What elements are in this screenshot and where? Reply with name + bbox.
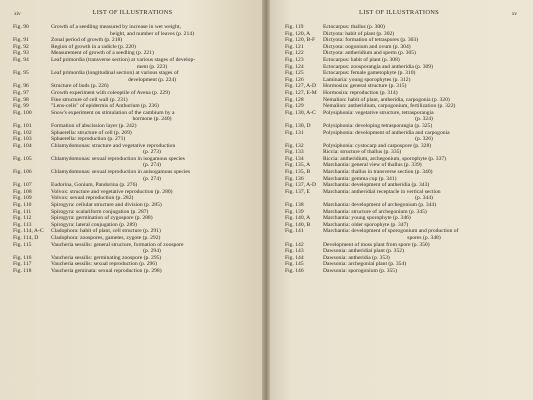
figure-number: Fig. 100 [13, 109, 32, 116]
caption-text: Riccia: structure of thallus (p. 335) [323, 149, 402, 156]
caption-text: Leaf primordia (transverse section) at various stages of develop- [51, 56, 196, 63]
caption-text: Marchantia: gemma cup (p. 341) [323, 175, 397, 182]
figure-number: Fig. 140, A [285, 215, 311, 222]
figure-caption [323, 268, 525, 275]
illustration-entry [13, 24, 253, 37]
figure-number: Fig. 109 [13, 195, 32, 202]
illustration-entry [285, 228, 525, 241]
figure-number: Fig. 123 [285, 56, 304, 63]
figure-caption [51, 103, 253, 110]
caption-text: Marchantia: development of antheridia (p. 343) [323, 182, 430, 189]
figure-number: Fig. 119 [285, 24, 304, 30]
caption-text: Nemalion: antheridium, carpogonium, fertilization (p. 322) [323, 103, 456, 110]
figure-number: Fig. 90 [13, 24, 29, 30]
illustration-entry [285, 202, 525, 209]
figure-number: Fig. 132 [285, 142, 304, 149]
illustration-entry [285, 261, 525, 268]
caption-text: Marchantia: development of sporogonium and production of [323, 228, 459, 235]
figure-number: Fig. 103 [13, 136, 32, 143]
figure-caption [323, 24, 525, 31]
caption-text: Dictyota: antheridium and sperm (p. 305) [323, 50, 416, 57]
caption-text: Spirogyra: germination of zygospore (p. 288) [51, 215, 153, 222]
figure-number: Fig. 94 [13, 56, 29, 63]
caption-text: Vaucheria geminata: sexual reproduction (p. 298) [51, 267, 162, 274]
illustration-entry [13, 268, 253, 275]
caption-text: Ectocarpus: female gametophyte (p. 310) [323, 70, 416, 77]
figure-caption [323, 50, 525, 57]
illustration-entry [13, 136, 253, 143]
caption-text: Volvox: structure and vegetative reproduction (p. 280) [51, 188, 173, 195]
caption-text: Polysiphonia: cystocarp and carpospore (p. 328) [323, 142, 432, 149]
caption-text: "Lens-cells" of epidermis of Anthurium (p. 236) [51, 103, 159, 110]
figure-caption [51, 143, 253, 156]
illustration-entry [285, 123, 525, 130]
figure-caption [323, 261, 525, 268]
figure-number: Fig. 133 [285, 149, 304, 156]
caption-text: Spirogyra: scalariform conjugation (p. 287) [51, 208, 149, 215]
illustration-entry [285, 143, 525, 150]
caption-continuation: (p. 294) [143, 248, 161, 255]
caption-text: Marchantia: development of archegonium (p. 344) [323, 202, 437, 209]
figure-caption [51, 90, 253, 97]
figure-caption [323, 189, 525, 202]
figure-number: Fig. 146 [285, 267, 304, 274]
figure-number: Fig. 128 [285, 96, 304, 103]
figure-number: Fig. 93 [13, 50, 29, 57]
figure-number: Fig. 110 [13, 202, 32, 209]
illustration-entry [13, 189, 253, 196]
caption-text: Snow's experiment on stimulation of the cambium by a [51, 109, 175, 116]
caption-text: Marchantia: structure of archegonium (p. 345) [323, 208, 427, 215]
caption-continuation: (p. 274) [143, 175, 161, 182]
caption-text: Dawsonia: antheridia (p. 353) [323, 254, 390, 261]
figure-caption [323, 182, 525, 189]
caption-text: Sphaerella: structure of cell (p. 269) [51, 129, 132, 136]
caption-text: Marchantia: young sporophyte (p. 346) [323, 215, 411, 222]
caption-text: Nemalion: habit of plant, antheridia, carpogonia (p. 320) [323, 96, 450, 103]
figure-caption [51, 202, 253, 209]
illustration-entry [13, 215, 253, 222]
figure-number: Fig. 102 [13, 129, 32, 136]
left-page [0, 0, 265, 400]
illustration-entry [13, 37, 253, 44]
illustration-entry [285, 189, 525, 202]
figure-number: Fig. 130, D [285, 122, 311, 129]
caption-continuation: (p. 273) [143, 149, 161, 156]
figure-number: Fig. 104 [13, 142, 32, 149]
illustration-entry [13, 242, 253, 255]
figure-caption [51, 156, 253, 169]
caption-continuation: (p. 326) [415, 136, 433, 143]
right-page [265, 0, 533, 400]
figure-number: Fig. 135, A [285, 162, 311, 169]
caption-text: Marchantia: general view of thallus (p. 339) [323, 162, 422, 169]
figure-number: Fig. 120, A [285, 30, 311, 37]
illustration-entry [13, 228, 253, 235]
figure-caption [323, 228, 525, 241]
caption-continuation: (p. 274) [143, 162, 161, 169]
figure-number: Fig. 145 [285, 261, 304, 268]
figure-caption [51, 123, 253, 130]
figure-number: Fig. 130, A-C [285, 109, 316, 116]
caption-text: Chlamydomonas: structure and vegetative reproduction [51, 142, 176, 149]
caption-text: Cladophora: zoospores, gametes, zygote (p. 292) [51, 235, 161, 241]
figure-caption [323, 90, 525, 97]
figure-number: Fig. 117 [13, 261, 32, 268]
caption-text: Cladophora: habit of plant, cell structure (p. 291) [51, 228, 161, 235]
figure-number: Fig. 92 [13, 43, 29, 50]
illustration-list [13, 24, 253, 275]
figure-number: Fig. 98 [13, 96, 29, 103]
illustration-entry [285, 90, 525, 97]
caption-text: Dictyota: oogonium and ovum (p. 304) [323, 43, 411, 50]
figure-caption [51, 242, 253, 255]
caption-text: Eudorina, Gonium, Pandorina (p. 276) [51, 182, 138, 189]
caption-text: Leaf primordia (longitudinal section) at various stages of [51, 70, 179, 77]
caption-text: Vaucheria sessilis: germinating zoospore (p. 295) [51, 254, 162, 261]
figure-number: Fig. 108 [13, 188, 32, 195]
caption-text: Formation of abscission layer (p. 242) [51, 122, 137, 129]
running-head: LIST OF ILLUSTRATIONS [92, 9, 173, 16]
figure-number: Fig. 143 [285, 248, 304, 255]
caption-text: Development of moss plant from spore (p. 350) [323, 241, 430, 248]
caption-text: Volvox: sexual reproduction (p. 282) [51, 195, 134, 202]
illustration-entry [285, 248, 525, 255]
figure-caption [51, 261, 253, 268]
figure-caption [51, 235, 253, 242]
caption-text: Zonal period of growth (p. 218) [51, 37, 123, 44]
illustration-entry [285, 242, 525, 249]
figure-number: Fig. 136 [285, 175, 304, 182]
caption-text: Growth experiment with coleoptile of Avena (p. 229) [51, 89, 170, 96]
illustration-entry [13, 90, 253, 97]
illustration-entry [13, 169, 253, 182]
caption-text: Dawsonia: sporogonium (p. 355) [323, 267, 397, 274]
figure-number: Fig. 111 [13, 208, 32, 215]
figure-number: Fig. 121 [285, 43, 304, 50]
figure-number: Fig. 120, B-F [285, 37, 316, 44]
page-number: xv [511, 11, 517, 17]
caption-text: Dictyota: formation of tetraspores (p. 303) [323, 37, 419, 44]
figure-number: Fig. 125 [285, 70, 304, 77]
figure-number: Fig. 139 [285, 208, 304, 215]
caption-text: Polysiphonia: development of antheridia and carpogonia [323, 129, 450, 136]
caption-text: Marchantia: older sporophyte (p. 347) [323, 221, 409, 228]
illustration-entry [285, 37, 525, 44]
figure-number: Fig. 97 [13, 89, 29, 96]
caption-text: Fine structure of cell wall (p. 231) [51, 96, 128, 103]
caption-text: Dictyota: habit of plant (p. 302) [323, 30, 395, 37]
caption-text: Dawsonia: antheridial plant (p. 352) [323, 248, 404, 255]
figure-number: Fig. 101 [13, 122, 32, 129]
caption-text: Riccia: antheridium, archegonium, sporophyte (p. 337) [323, 155, 447, 162]
caption-continuation: height, and number of leaves (p. 214) [110, 30, 194, 37]
caption-text: Spirogyra: cellular structure and division (p. 285) [51, 202, 162, 209]
figure-caption [323, 215, 525, 222]
figure-number: Fig. 112 [13, 215, 32, 222]
figure-caption [51, 215, 253, 222]
caption-text: Dawsonia: archegonial plant (p. 354) [323, 261, 407, 268]
illustration-entry [13, 110, 253, 123]
illustration-entry [285, 24, 525, 31]
caption-text: Vaucheria sessilis: general structure, formation of zoospore [51, 241, 184, 248]
caption-text: Hormosira: reproduction (p. 314) [323, 89, 398, 96]
figure-caption [323, 248, 525, 255]
illustration-entry [285, 50, 525, 57]
figure-number: Fig. 114, A-C [13, 228, 44, 235]
illustration-entry [285, 83, 525, 90]
illustration-entry [13, 156, 253, 169]
caption-text: Hormosira: general structure (p. 315) [323, 83, 407, 90]
figure-caption [51, 83, 253, 90]
figure-number: Fig. 144 [285, 254, 304, 261]
caption-text: Chlamydomonas: sexual reproduction in anisogamous species [51, 169, 191, 176]
caption-text: Laminaria: young sporophytes (p. 312) [323, 76, 411, 83]
illustration-entry [285, 130, 525, 143]
caption-continuation: (p. 344) [415, 195, 433, 202]
figure-caption [323, 57, 525, 64]
illustration-entry [285, 57, 525, 64]
book-gutter [262, 0, 270, 400]
figure-caption [51, 169, 253, 182]
figure-number: Fig. 116 [13, 254, 32, 261]
caption-continuation: (p. 324) [415, 116, 433, 123]
figure-number: Fig. 113 [13, 221, 32, 228]
figure-number: Fig. 126 [285, 76, 304, 83]
running-head: LIST OF ILLUSTRATIONS [358, 9, 440, 16]
figure-caption [51, 268, 253, 275]
figure-caption [51, 110, 253, 123]
figure-number: Fig. 129 [285, 103, 304, 110]
figure-number: Fig. 95 [13, 70, 29, 77]
caption-text: Chlamydomonas: sexual reproduction in isogamous species [51, 155, 185, 162]
caption-text: Region of growth in a radicle (p. 220) [51, 43, 136, 50]
caption-text: Polysiphonia: vegetative structure, tetrasporangia [323, 109, 434, 116]
figure-number: Fig. 91 [13, 37, 29, 44]
caption-text: Marchantia: thallus in transverse section (p. 340) [323, 169, 433, 176]
figure-number: Fig. 107 [13, 182, 32, 189]
figure-caption [51, 70, 253, 83]
figure-number: Fig. 115 [13, 241, 32, 248]
figure-caption [323, 83, 525, 90]
figure-number: Fig. 142 [285, 241, 304, 248]
figure-number: Fig. 114, D [13, 235, 39, 241]
figure-caption [323, 110, 525, 123]
illustration-entry [285, 169, 525, 176]
illustration-entry [13, 202, 253, 209]
illustration-entry [13, 235, 253, 242]
illustration-entry [13, 83, 253, 90]
figure-caption [323, 202, 525, 209]
figure-caption [323, 103, 525, 110]
figure-caption [323, 169, 525, 176]
illustration-entry [13, 103, 253, 110]
figure-number: Fig. 131 [285, 129, 304, 136]
figure-number: Fig. 137, A-D [285, 182, 317, 189]
caption-text: Polysiphonia: developing tetrasporangia (p. 325) [323, 122, 433, 129]
caption-text: Spirogyra: lateral conjugation (p. 289) [51, 221, 137, 228]
figure-caption [323, 123, 525, 130]
figure-number: Fig. 124 [285, 63, 304, 70]
figure-number: Fig. 105 [13, 155, 32, 162]
illustration-entry [13, 50, 253, 57]
illustration-entry [285, 70, 525, 77]
figure-number: Fig. 138 [285, 202, 304, 209]
illustration-entry [13, 182, 253, 189]
page-number: xiv [14, 11, 21, 17]
caption-continuation: ment (p. 223) [136, 63, 168, 70]
illustration-entry [13, 57, 253, 70]
figure-caption [323, 70, 525, 77]
figure-number: Fig. 122 [285, 50, 304, 57]
illustration-entry [285, 103, 525, 110]
figure-number: Fig. 127, A-D [285, 83, 317, 90]
figure-caption [323, 149, 525, 156]
caption-continuation: hormone (p. 240) [132, 116, 172, 123]
figure-caption [51, 24, 253, 37]
figure-number: Fig. 99 [13, 103, 29, 110]
caption-text: Growth of a seedling measured by increase in wet weight, [51, 24, 181, 30]
illustration-entry [13, 261, 253, 268]
illustration-entry [285, 215, 525, 222]
caption-text: Ectocarpus: habit of plant (p. 308) [323, 56, 400, 63]
figure-number: Fig. 140, B [285, 221, 311, 228]
illustration-list [285, 24, 525, 275]
figure-number: Fig. 106 [13, 169, 32, 176]
illustration-entry [13, 123, 253, 130]
figure-caption [51, 182, 253, 189]
figure-number: Fig. 135, B [285, 169, 311, 176]
figure-caption [51, 37, 253, 44]
caption-text: Ectocarpus: zoosporangia and antheridia (p. 309) [323, 63, 433, 70]
figure-number: Fig. 137, E [285, 188, 310, 195]
caption-text: Sphaerella: reproduction (p. 271) [51, 136, 126, 143]
figure-caption [51, 136, 253, 143]
figure-caption [51, 228, 253, 235]
caption-text: Measurement of growth of a seedling (p. 221) [51, 50, 154, 57]
figure-caption [323, 130, 525, 143]
caption-continuation: development (p. 224) [127, 76, 176, 83]
caption-text: Structure of buds (p. 226) [51, 83, 109, 90]
illustration-entry [13, 143, 253, 156]
caption-continuation: spores (p. 348) [407, 235, 441, 241]
figure-caption [323, 37, 525, 44]
illustration-entry [13, 130, 253, 137]
illustration-entry [285, 110, 525, 123]
figure-number: Fig. 127, E-M [285, 89, 317, 96]
figure-caption [51, 50, 253, 57]
figure-number: Fig. 96 [13, 83, 29, 90]
caption-text: Vaucheria sessilis: sexual reproduction (p. 296) [51, 261, 157, 268]
illustration-entry [285, 268, 525, 275]
caption-text: Ectocarpus: thallus (p. 300) [323, 24, 385, 30]
figure-number: Fig. 141 [285, 228, 304, 235]
caption-text: Marchantia: antheridial receptacle in vertical section [323, 188, 441, 195]
illustration-entry [285, 182, 525, 189]
figure-number: Fig. 118 [13, 267, 32, 274]
figure-caption [51, 57, 253, 70]
illustration-entry [285, 149, 525, 156]
illustration-entry [13, 70, 253, 83]
figure-number: Fig. 134 [285, 155, 304, 162]
